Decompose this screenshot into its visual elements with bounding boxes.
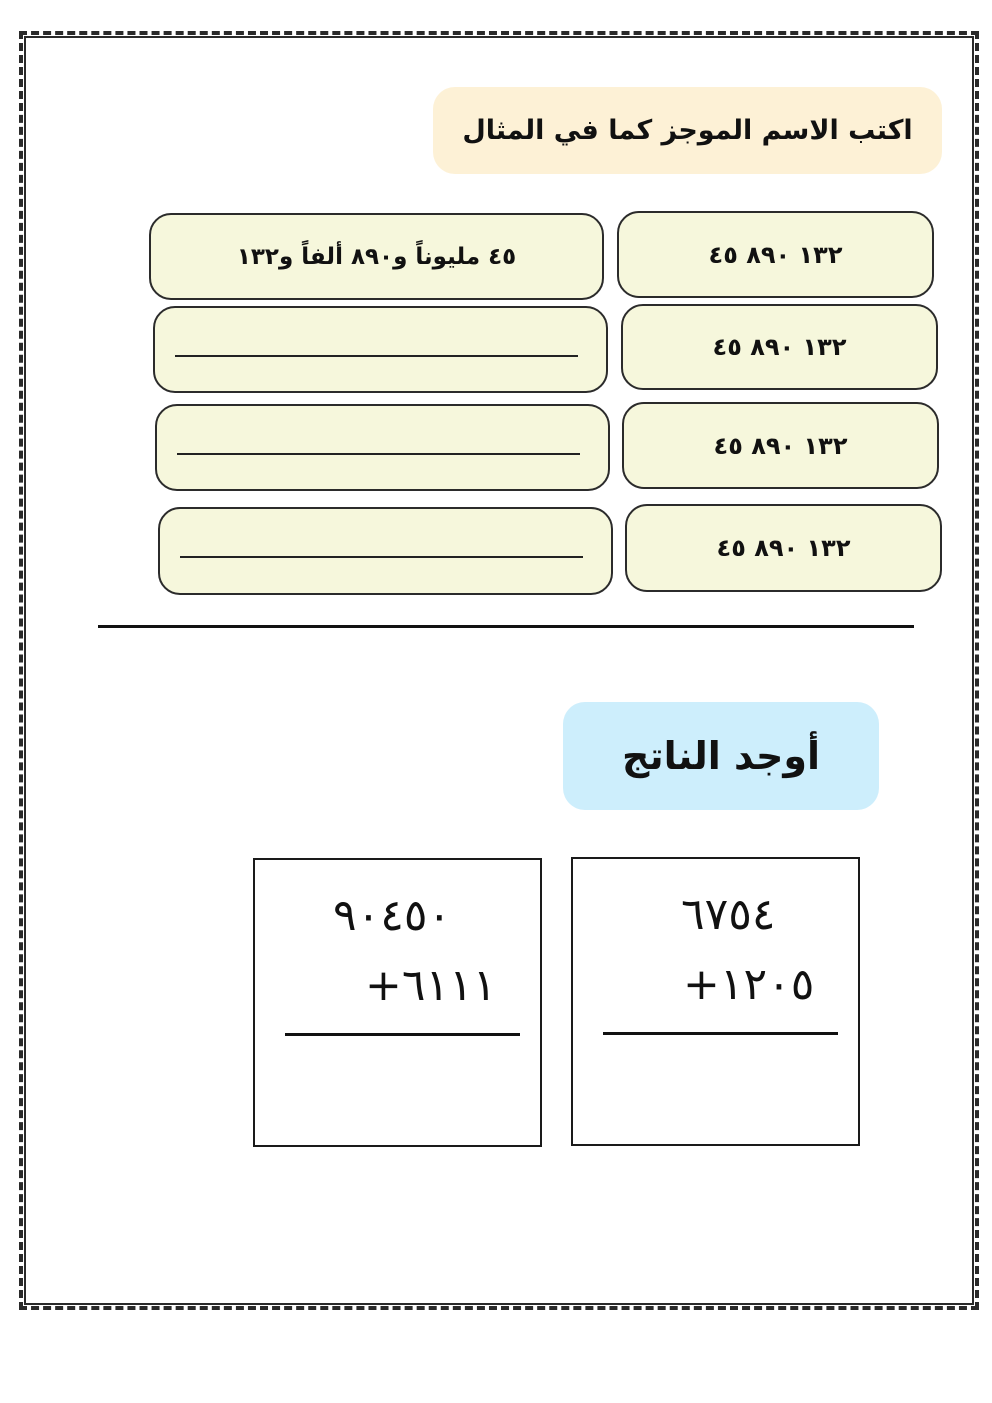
instruction-text-2: أوجد الناتج [622, 734, 820, 778]
section-divider [98, 625, 914, 628]
addend-top-1: ٦٧٥٤ [681, 889, 776, 940]
number-cell-2 [621, 304, 938, 390]
number-cell-4 [625, 504, 942, 592]
number-text-2: ١٣٢ ٨٩٠ ٤٥ [712, 333, 847, 361]
sum-line-2 [285, 1033, 520, 1036]
addend-bottom-2: +٦١١١ [365, 960, 497, 1011]
number-text-4: ١٣٢ ٨٩٠ ٤٥ [716, 534, 851, 562]
answer-text-1: ٤٥ مليوناً و٨٩٠ ألفاً و١٣٢ [236, 243, 517, 270]
instruction-banner-1 [433, 87, 942, 174]
answer-blank-line-3 [177, 453, 580, 455]
instruction-text-1: اكتب الاسم الموجز كما في المثال [462, 115, 913, 146]
addition-problem-2[interactable] [253, 858, 542, 1147]
answer-blank-line-4 [180, 556, 583, 558]
answer-cell-1 [149, 213, 604, 300]
number-text-3: ١٣٢ ٨٩٠ ٤٥ [713, 431, 848, 460]
answer-blank-line-2 [175, 355, 578, 357]
addend-top-2: ٩٠٤٥٠ [333, 890, 452, 941]
number-text-1: ١٣٢ ٨٩٠ ٤٥ [708, 240, 843, 269]
answer-cell-3[interactable] [155, 404, 610, 491]
number-cell-1 [617, 211, 934, 298]
addition-problem-1[interactable] [571, 857, 860, 1146]
instruction-banner-2 [563, 702, 879, 810]
addend-bottom-1: +١٢٠٥ [683, 959, 815, 1010]
answer-cell-2[interactable] [153, 306, 608, 393]
answer-cell-4[interactable] [158, 507, 613, 595]
sum-line-1 [603, 1032, 838, 1035]
number-cell-3 [622, 402, 939, 489]
